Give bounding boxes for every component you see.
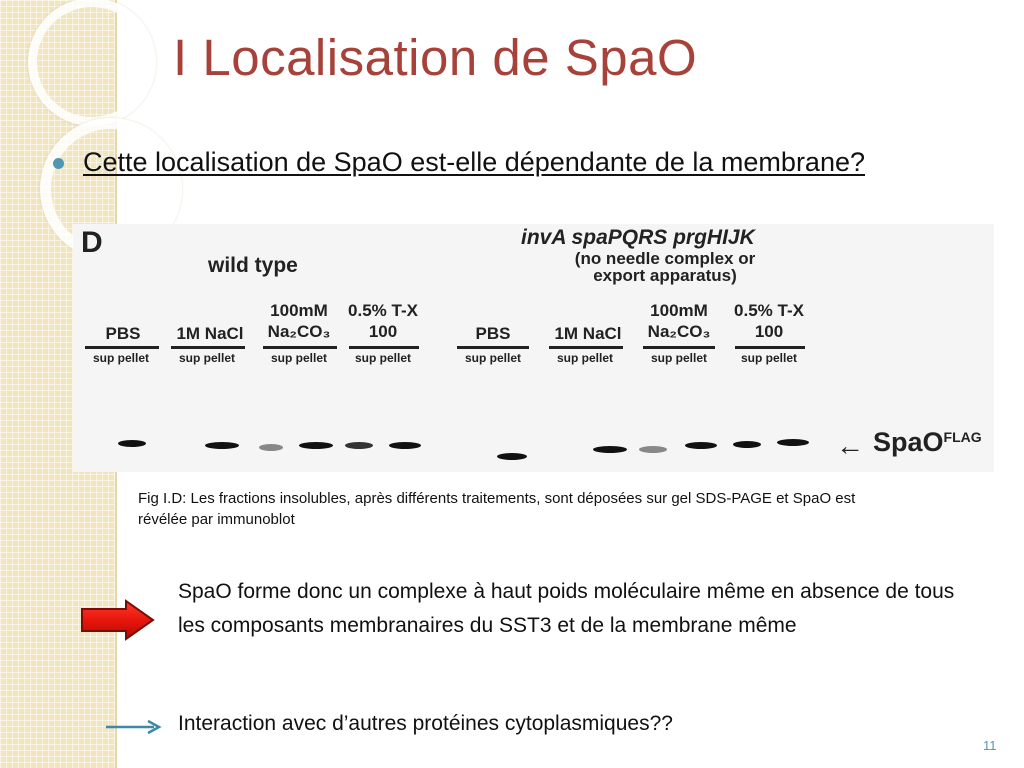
lane-divider: [171, 346, 245, 349]
teal-arrow-icon: [104, 718, 162, 736]
figure-group-mutant: invA spaPQRS prgHIJK: [521, 226, 755, 249]
bullet-question: Cette localisation de SpaO est-elle dépendante de la membrane?: [83, 147, 865, 177]
blot-band: [685, 442, 717, 449]
blot-band: [345, 442, 373, 449]
blot-band: [118, 440, 146, 447]
blot-band: [497, 453, 527, 460]
page-number: 11: [983, 738, 997, 753]
blot-band: [777, 439, 809, 446]
lane-sub-label: sup pellet: [270, 351, 327, 365]
spao-band-label: SpaO$^{FLAG}$: [873, 427, 982, 457]
lane-divider: [263, 346, 337, 349]
blot-band: [639, 446, 667, 453]
blot-band: [593, 446, 627, 453]
lane-label: 100mM Na₂CO₃: [647, 301, 711, 341]
lane-label: PBS: [475, 324, 511, 343]
lane-divider: [643, 346, 715, 349]
figure-group-wild-type: wild type: [208, 254, 298, 277]
lane-label: 100mM Na₂CO₃: [267, 301, 331, 341]
lane-divider: [85, 346, 159, 349]
lane-divider: [349, 346, 419, 349]
lane-sub-label: sup pellet: [92, 351, 149, 365]
lane-label: PBS: [105, 324, 141, 343]
lane-sub-label: sup pellet: [178, 351, 235, 365]
lane-label: 1M NaCl: [176, 324, 244, 343]
lane-label: 0.5% T-X 100: [734, 301, 804, 341]
figure-panel-letter: D: [81, 226, 103, 259]
lane-sub-label: sup pellet: [464, 351, 521, 365]
blot-band: [733, 441, 761, 448]
lane-sub-label: sup pellet: [354, 351, 411, 365]
lane-divider: [457, 346, 529, 349]
lane-sub-label: sup pellet: [556, 351, 613, 365]
bullet-icon: [53, 158, 64, 169]
blot-band: [205, 442, 239, 449]
spao-pointer-arrow: ←: [836, 430, 864, 461]
blot-band: [259, 444, 283, 451]
red-arrow-icon: [80, 599, 156, 641]
decorative-ring: [28, 0, 156, 126]
lane-sub-label: sup pellet: [650, 351, 707, 365]
conclusion-text: SpaO forme donc un complexe à haut poids moléculaire même en absence de tous les composants membranaires du SST3 et de la membrane même: [178, 580, 955, 637]
lane-divider: [549, 346, 623, 349]
figure-group-mutant-note: (no needle complex or export apparatus): [574, 249, 756, 285]
blot-band: [389, 442, 421, 449]
immunoblot-figure: [73, 224, 994, 472]
lane-label: 0.5% T-X 100: [348, 301, 418, 341]
lane-label: 1M NaCl: [554, 324, 622, 343]
slide-title: I Localisation de SpaO: [173, 29, 698, 86]
figure-caption: Fig I.D: Les fractions insolubles, après différents traitements, sont déposées sur gel SDS-PAGE et SpaO est révélée par immunoblot: [138, 490, 856, 528]
lane-sub-label: sup pellet: [740, 351, 797, 365]
blot-band: [299, 442, 333, 449]
interaction-text: Interaction avec d’autres protéines cytoplasmiques??: [178, 712, 673, 735]
lane-divider: [735, 346, 805, 349]
